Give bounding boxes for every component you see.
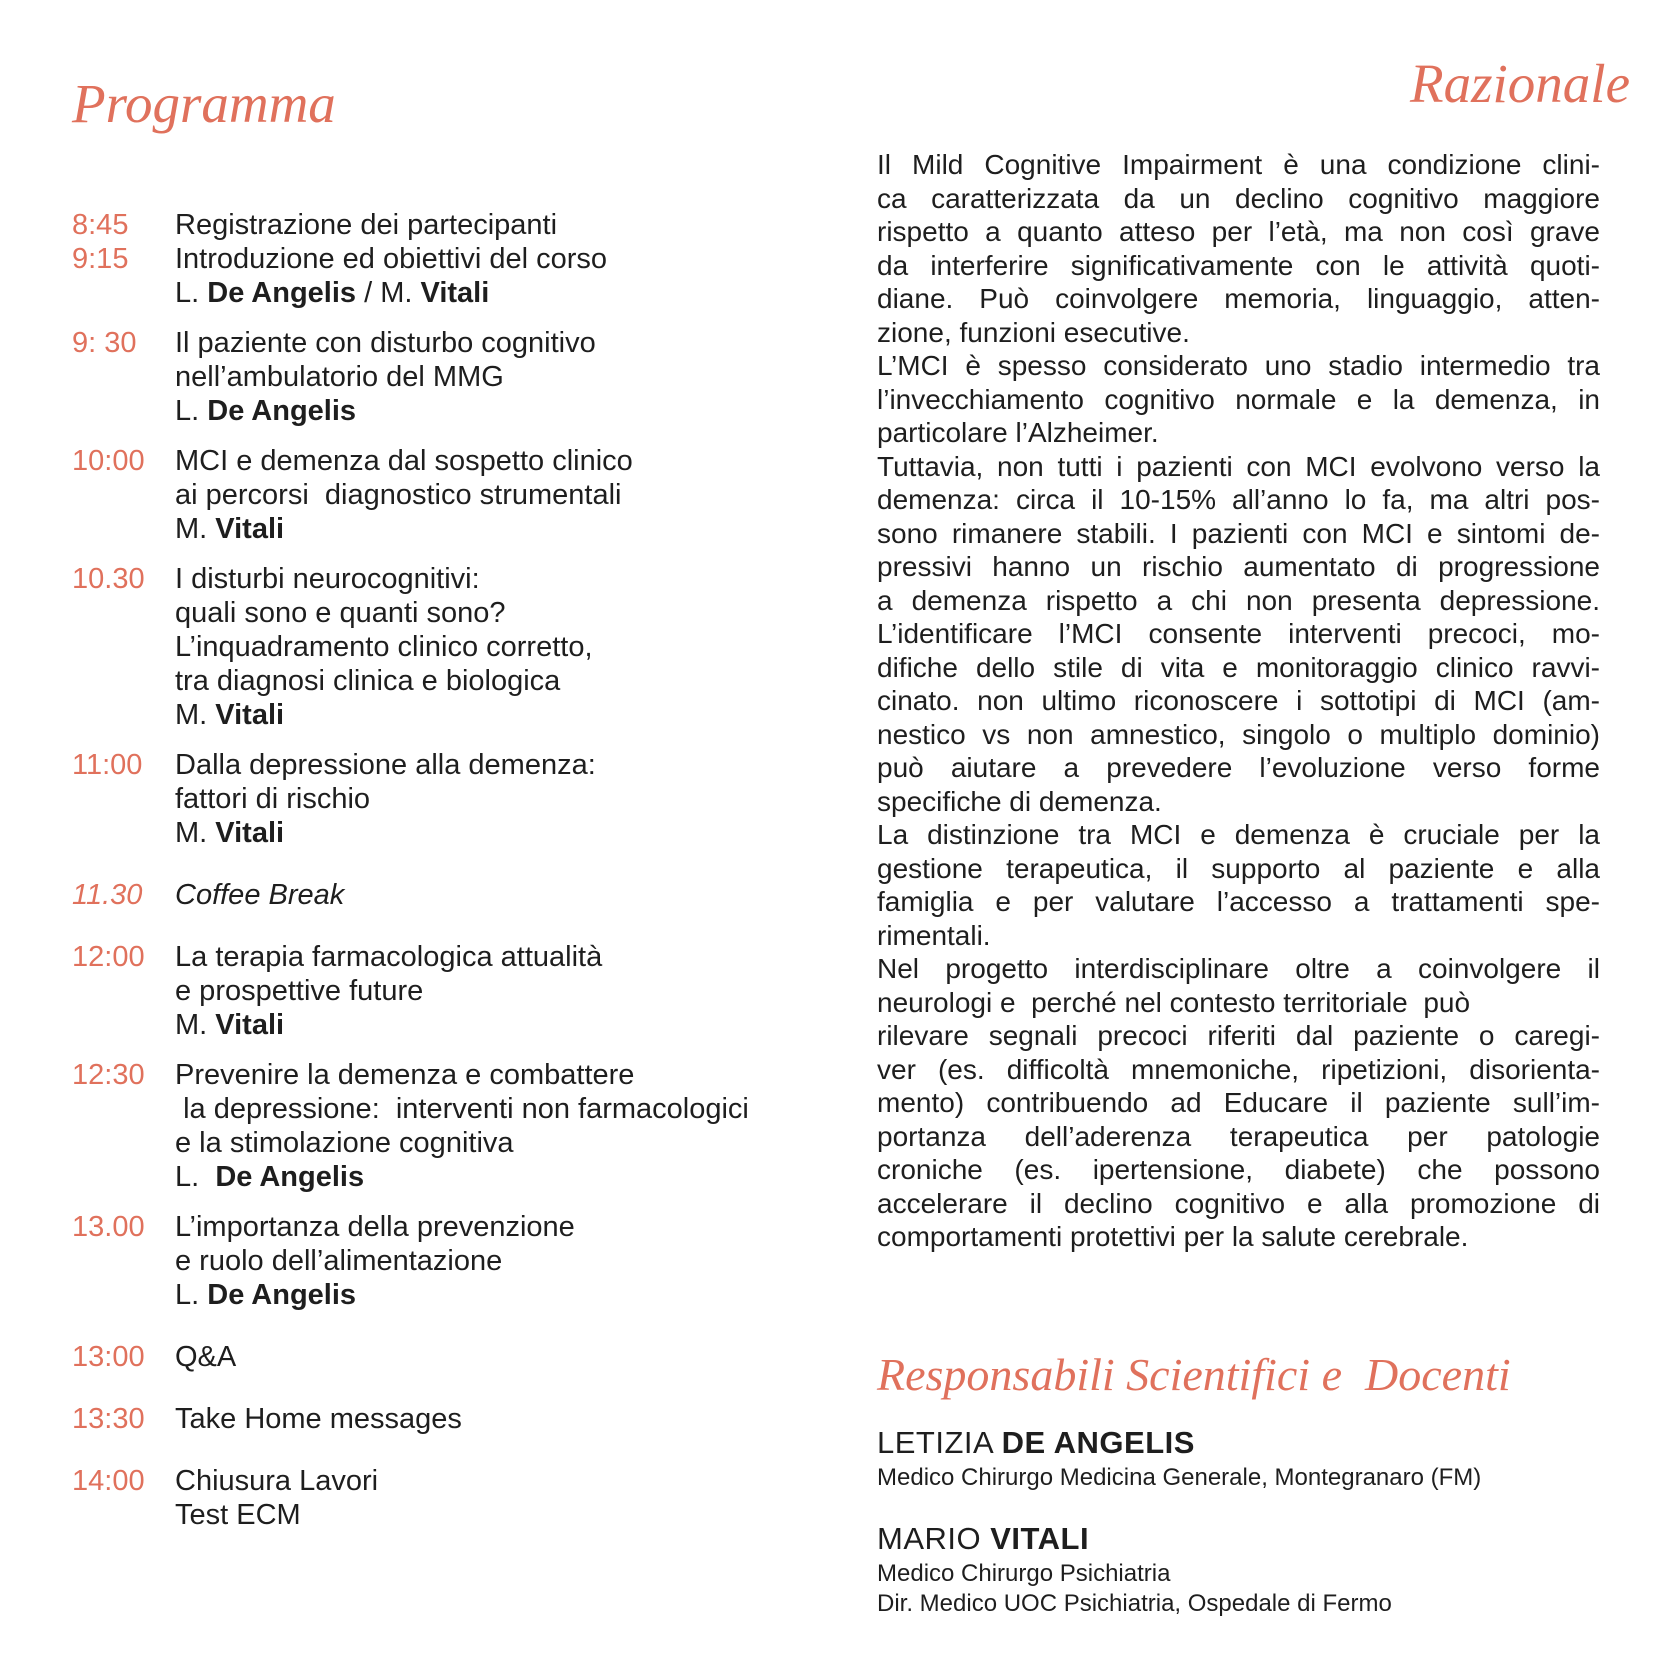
schedule-time: 13:00	[72, 1341, 145, 1373]
rationale-line: cinato. non ultimo riconoscere i sottotipi di MCI (am-	[877, 685, 1600, 716]
schedule-time: 11:00	[72, 749, 143, 781]
schedule-row	[72, 1244, 832, 1278]
schedule-item-text: Introduzione ed obiettivi del corso	[175, 243, 608, 275]
schedule-item-text: MCI e demenza dal sospetto clinico	[175, 445, 633, 477]
schedule-time	[72, 630, 175, 664]
schedule-row	[72, 512, 832, 546]
schedule-item-text: e la stimolazione cognitiva	[175, 1127, 514, 1159]
razionale-heading: Razionale	[1410, 53, 1630, 114]
schedule-row	[72, 1340, 832, 1374]
faculty-heading: Responsabili Scientifici e Docenti	[877, 1349, 1511, 1400]
schedule-row	[72, 562, 832, 596]
schedule-item-text: M. Vitali	[175, 513, 285, 545]
schedule-row	[72, 1092, 832, 1126]
schedule-time: 10:00	[72, 445, 145, 477]
rationale-line: diane. Può coinvolgere memoria, linguaggio, atten-	[877, 283, 1600, 314]
schedule-row	[72, 360, 832, 394]
schedule-item-text: ai percorsi diagnostico strumentali	[175, 479, 622, 511]
schedule-row	[72, 816, 832, 850]
schedule-time	[72, 596, 175, 630]
schedule-time: 9: 30	[72, 327, 137, 359]
rationale-line: sono rimanere stabili. I pazienti con MCI e sintomi de-	[877, 517, 1600, 549]
schedule-item-text: quali sono e quanti sono?	[175, 597, 506, 629]
schedule-item-text: La terapia farmacologica attualità	[175, 941, 603, 973]
schedule-time	[72, 664, 175, 698]
schedule-time: 8:45	[72, 209, 129, 241]
member-detail: Medico Chirurgo Medicina Generale, Montegranaro (FM)	[877, 1464, 1482, 1491]
schedule-row	[72, 878, 832, 912]
schedule-row	[72, 1008, 832, 1042]
schedule-row	[72, 1464, 832, 1498]
schedule-item-text: nell’ambulatorio del MMG	[175, 361, 504, 393]
schedule-time	[72, 360, 175, 394]
rationale-line: rispetto a quanto atteso per l’età, ma non così grave	[877, 216, 1600, 247]
schedule-item-text: tra diagnosi clinica e biologica	[175, 665, 561, 697]
rationale-line: rilevare segnali precoci riferiti dal paziente o caregi-	[877, 1020, 1600, 1051]
schedule-item-text: L. De Angelis / M. Vitali	[175, 277, 490, 309]
schedule-row	[72, 596, 832, 630]
schedule-time	[72, 1092, 175, 1126]
schedule-time	[72, 782, 175, 816]
schedule-time: 12:30	[72, 1059, 145, 1091]
schedule-time	[72, 394, 175, 428]
schedule-time	[72, 512, 175, 546]
schedule-row	[72, 478, 832, 512]
schedule-item-text: Registrazione dei partecipanti	[175, 209, 558, 241]
schedule-row	[72, 630, 832, 664]
schedule-item-text: la depressione: interventi non farmacologici	[175, 1093, 749, 1125]
schedule-time	[72, 1160, 175, 1194]
schedule-row	[72, 1210, 832, 1244]
rationale-line: L’MCI è spesso considerato uno stadio intermedio tra	[877, 350, 1600, 381]
schedule-row	[72, 664, 832, 698]
schedule-row	[72, 1160, 832, 1194]
rationale-line: accelerare il declino cognitivo e alla promozione di	[877, 1187, 1600, 1219]
schedule-row	[72, 1278, 832, 1312]
schedule-time	[72, 276, 175, 310]
faculty-list	[877, 1423, 1637, 1619]
schedule-time	[72, 1244, 175, 1278]
schedule-item-text: Coffee Break	[175, 879, 345, 911]
schedule-row	[72, 208, 832, 242]
schedule-time: 13:30	[72, 1403, 145, 1435]
faculty-member	[877, 1519, 1637, 1619]
rationale-line: a demenza rispetto a chi non presenta depressione.	[877, 584, 1600, 616]
schedule-row	[72, 444, 832, 478]
rationale-line: ver (es. difficoltà mnemoniche, ripetizioni, disorienta-	[877, 1053, 1600, 1085]
rationale-line: difiche dello stile di vita e monitoraggio clinico ravvi-	[877, 651, 1600, 683]
schedule-time	[72, 816, 175, 850]
member-name: MARIO VITALI	[877, 1521, 1090, 1556]
schedule-row	[72, 394, 832, 428]
schedule-item-text: Chiusura Lavori	[175, 1465, 379, 1497]
rationale-line: L’identificare l’MCI consente interventi precoci, mo-	[877, 618, 1600, 649]
schedule-row	[72, 974, 832, 1008]
schedule-item-text: Dalla depressione alla demenza:	[175, 749, 596, 781]
rationale-line: può aiutare a prevedere l’evoluzione verso forme	[877, 752, 1600, 783]
schedule-row	[72, 1402, 832, 1436]
rationale-line: Nel progetto interdisciplinare oltre a coinvolgere il	[877, 953, 1600, 984]
schedule-item-text: L’importanza della prevenzione	[175, 1211, 575, 1243]
schedule-item-text: Take Home messages	[175, 1403, 462, 1435]
rationale-line: da interferire significativamente con le attività quoti-	[877, 249, 1600, 281]
schedule-item-text: e prospettive future	[175, 975, 424, 1007]
schedule-time: 13.00	[72, 1211, 145, 1243]
schedule-time	[72, 478, 175, 512]
schedule-row	[72, 698, 832, 732]
rationale-line: mento) contribuendo ad Educare il paziente sull’im-	[877, 1087, 1600, 1118]
schedule-time	[72, 1498, 175, 1532]
schedule-time: 9:15	[72, 243, 129, 275]
schedule-item-text: Il paziente con disturbo cognitivo	[175, 327, 596, 359]
rationale-line: demenza: circa il 10-15% all’anno lo fa, ma altri pos-	[877, 484, 1600, 515]
schedule-item-text: L’inquadramento clinico corretto,	[175, 631, 593, 663]
member-name: LETIZIA DE ANGELIS	[877, 1425, 1195, 1460]
schedule-row	[72, 276, 832, 310]
schedule-row	[72, 1498, 832, 1532]
schedule-time	[72, 1278, 175, 1312]
schedule-item-text: e ruolo dell’alimentazione	[175, 1245, 503, 1277]
schedule-item-text: L. De Angelis	[175, 1279, 357, 1311]
rationale-line: famiglia e per valutare l’accesso a trattamenti spe-	[877, 886, 1600, 917]
schedule-time	[72, 698, 175, 732]
schedule-row	[72, 1058, 832, 1092]
schedule-item-text: fattori di rischio	[175, 783, 371, 815]
schedule	[72, 208, 832, 1532]
rationale-paragraph	[877, 148, 1600, 1254]
schedule-time	[72, 1008, 175, 1042]
schedule-time	[72, 974, 175, 1008]
rationale-line: zione, funzioni esecutive.	[877, 316, 1190, 348]
rationale-line: rimentali.	[877, 919, 991, 951]
rationale-line: neurologi e perché nel contesto territoriale può	[877, 986, 1471, 1018]
schedule-row	[72, 940, 832, 974]
schedule-time: 14:00	[72, 1465, 145, 1497]
schedule-time: 10.30	[72, 563, 145, 595]
schedule-row	[72, 782, 832, 816]
rationale-line: croniche (es. ipertensione, diabete) che possono	[877, 1154, 1600, 1185]
schedule-item-text: L. De Angelis	[175, 395, 357, 427]
rationale-line: particolare l’Alzheimer.	[877, 417, 1159, 448]
schedule-row	[72, 326, 832, 360]
rationale-line: portanza dell’aderenza terapeutica per patologie	[877, 1120, 1600, 1152]
schedule-item-text: I disturbi neurocognitivi:	[175, 563, 480, 595]
rationale-line: gestione terapeutica, il supporto al paziente e alla	[877, 852, 1600, 884]
schedule-item-text: M. Vitali	[175, 817, 285, 849]
rationale-line: pressivi hanno un rischio aumentato di progressione	[877, 551, 1600, 582]
rationale-line: specifiche di demenza.	[877, 785, 1162, 817]
schedule-time: 11.30	[72, 879, 143, 911]
schedule-item-text: Prevenire la demenza e combattere	[175, 1059, 635, 1091]
rationale-line: l’invecchiamento cognitivo normale e la demenza, in	[877, 383, 1600, 415]
faculty-section	[877, 1348, 1637, 1645]
rationale-line: comportamenti protettivi per la salute cerebrale.	[877, 1221, 1469, 1252]
schedule-item-text: M. Vitali	[175, 699, 285, 731]
schedule-time	[72, 1126, 175, 1160]
member-detail: Medico Chirurgo Psichiatria	[877, 1560, 1171, 1587]
schedule-row	[72, 242, 832, 276]
rationale-line: La distinzione tra MCI e demenza è cruciale per la	[877, 819, 1600, 850]
rationale-line: Il Mild Cognitive Impairment è una condizione clini-	[877, 149, 1600, 180]
schedule-item-text: L. De Angelis	[175, 1161, 365, 1193]
schedule-time: 12:00	[72, 941, 145, 973]
schedule-row	[72, 1126, 832, 1160]
rationale-line: nestico vs non amnestico, singolo o multiplo dominio)	[877, 718, 1600, 750]
schedule-item-text: Test ECM	[175, 1499, 301, 1531]
faculty-member	[877, 1423, 1637, 1493]
member-detail: Dir. Medico UOC Psichiatria, Ospedale di Fermo	[877, 1590, 1392, 1617]
programma-heading: Programma	[72, 73, 336, 134]
schedule-item-text: Q&A	[175, 1341, 237, 1373]
rationale-line: ca caratterizzata da un declino cognitivo maggiore	[877, 182, 1600, 214]
schedule-row	[72, 748, 832, 782]
rationale-line: Tuttavia, non tutti i pazienti con MCI evolvono verso la	[877, 450, 1600, 482]
schedule-item-text: M. Vitali	[175, 1009, 285, 1041]
